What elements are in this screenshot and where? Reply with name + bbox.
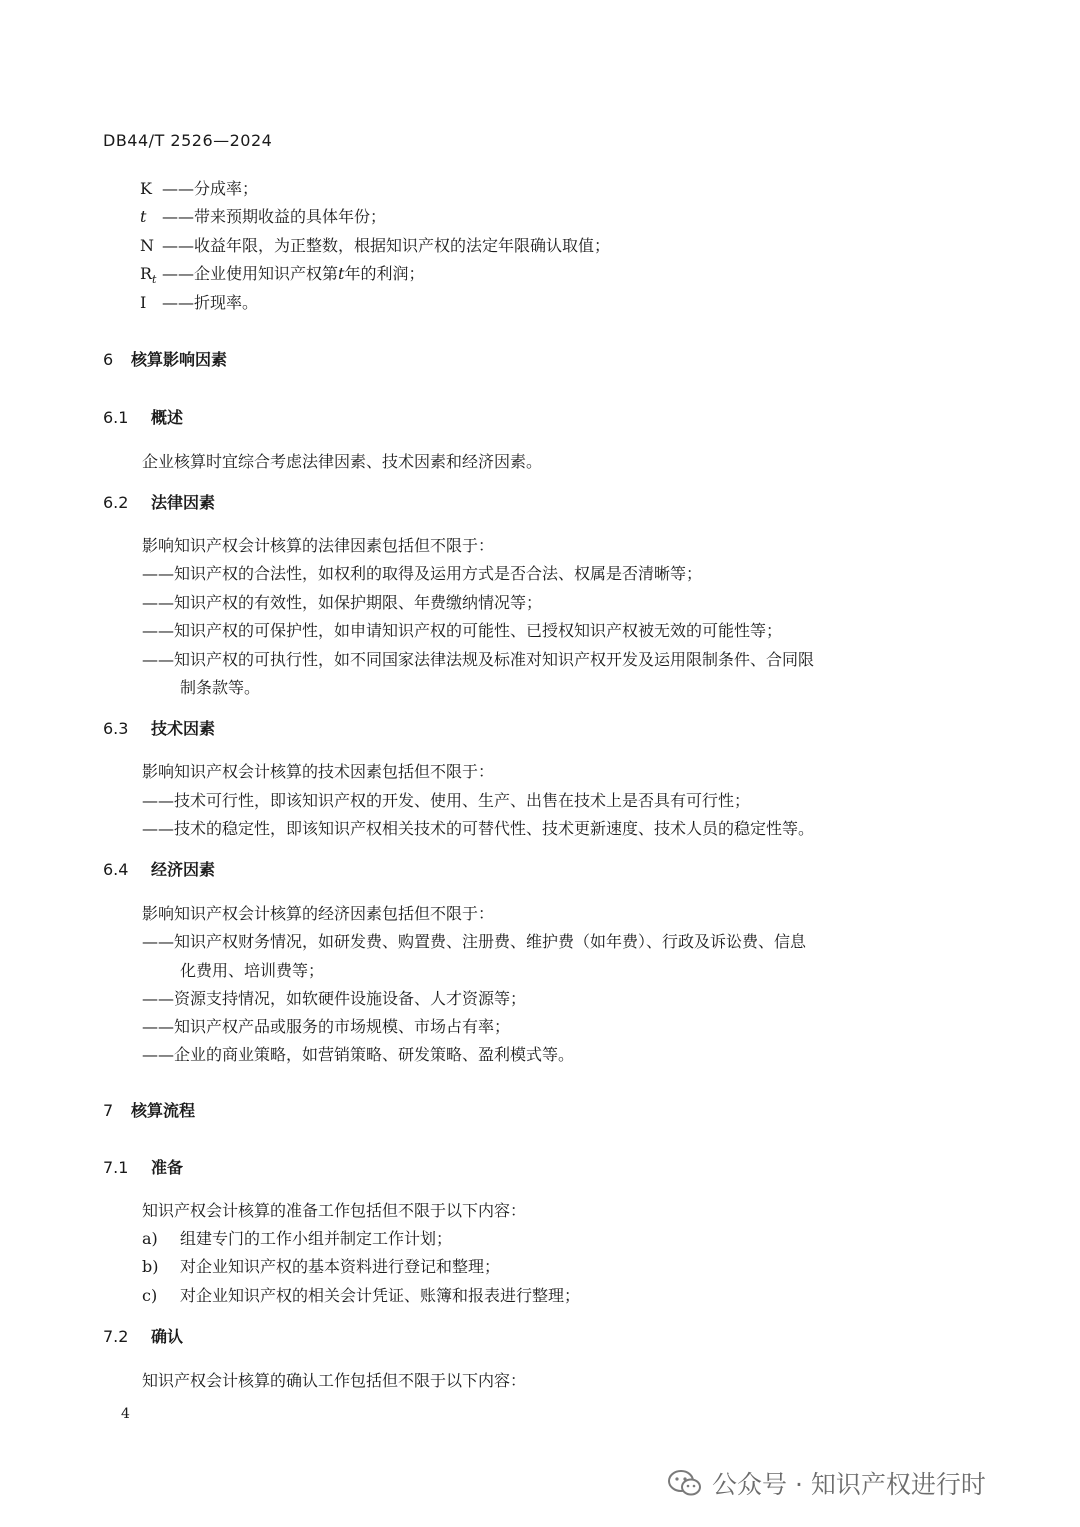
list-item: c) 对企业知识产权的相关会计凭证、账簿和报表进行整理； <box>142 1286 581 1305</box>
paragraph: 影响知识产权会计核算的经济因素包括但不限于： <box>142 904 495 923</box>
subsection-heading: 6.1 概述 <box>103 408 184 427</box>
subsection-heading: 7.2 确认 <box>103 1327 184 1346</box>
list-item: ——资源支持情况，如软硬件设施设备、人才资源等； <box>142 989 527 1008</box>
symbol-row: K ——分成率； <box>140 179 259 198</box>
list-item: ——知识产权财务情况，如研发费、购置费、注册费、维护费（如年费）、行政及诉讼费、信息 <box>142 932 807 951</box>
symbol-row: N ——收益年限，为正整数，根据知识产权的法定年限确认取值； <box>140 236 611 255</box>
symbol-row: t ——带来预期收益的具体年份； <box>140 207 387 226</box>
page-number: 4 <box>121 1406 130 1422</box>
list-item: ——知识产权产品或服务的市场规模、市场占有率； <box>142 1017 511 1036</box>
list-item: ——知识产权的可保护性，如申请知识产权的可能性、已授权知识产权被无效的可能性等； <box>142 621 783 640</box>
list-item: b) 对企业知识产权的基本资料进行登记和整理； <box>142 1257 501 1276</box>
paragraph: 知识产权会计核算的准备工作包括但不限于以下内容： <box>142 1201 527 1220</box>
paragraph: 影响知识产权会计核算的技术因素包括但不限于： <box>142 762 495 781</box>
symbol-row: $R_t$ ——企业使用知识产权第t年的利润； <box>140 264 425 287</box>
wechat-icon <box>668 1470 702 1496</box>
paragraph: 知识产权会计核算的确认工作包括但不限于以下内容： <box>142 1371 527 1390</box>
document-code: DB44/T 2526—2024 <box>103 131 273 150</box>
watermark-text: 公众号 · 知识产权进行时 <box>712 1470 986 1499</box>
list-item: ——企业的商业策略，如营销策略、研发策略、盈利模式等。 <box>142 1045 575 1064</box>
list-item-continuation: 化费用、培训费等； <box>180 961 325 980</box>
paragraph: 影响知识产权会计核算的法律因素包括但不限于： <box>142 536 495 555</box>
list-item: a) 组建专门的工作小组并制定工作计划； <box>142 1229 453 1248</box>
symbol-row: I ——折现率。 <box>140 293 259 312</box>
subsection-heading: 6.3 技术因素 <box>103 719 216 738</box>
subsection-heading: 7.1 准备 <box>103 1158 184 1177</box>
list-item-continuation: 制条款等。 <box>180 678 261 697</box>
paragraph: 企业核算时宜综合考虑法律因素、技术因素和经济因素。 <box>142 452 543 471</box>
list-item: ——技术可行性，即该知识产权的开发、使用、生产、出售在技术上是否具有可行性； <box>142 791 751 810</box>
list-item: ——技术的稳定性，即该知识产权相关技术的可替代性、技术更新速度、技术人员的稳定性等。 <box>142 819 815 838</box>
list-item: ——知识产权的有效性，如保护期限、年费缴纳情况等； <box>142 593 543 612</box>
watermark <box>668 1465 986 1501</box>
list-item: ——知识产权的可执行性，如不同国家法律法规及标准对知识产权开发及运用限制条件、合同限 <box>142 650 815 669</box>
section-heading: 6 核算影响因素 <box>103 350 228 369</box>
section-heading: 7 核算流程 <box>103 1101 196 1120</box>
list-item: ——知识产权的合法性，如权利的取得及运用方式是否合法、权属是否清晰等； <box>142 564 703 583</box>
subsection-heading: 6.2 法律因素 <box>103 493 216 512</box>
subsection-heading: 6.4 经济因素 <box>103 860 216 879</box>
